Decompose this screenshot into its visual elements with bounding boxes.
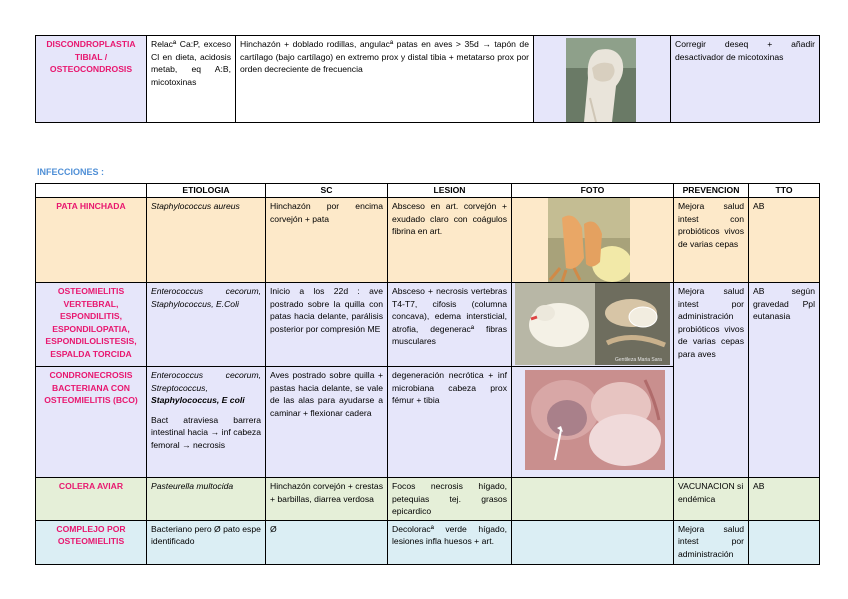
lesion-cell: Absceso + necrosis vertebras T4-T7, cifosis (columna concava), edema intersticial, atrofia, degeneracª fibras musculares: [388, 283, 512, 367]
disease-complejo: COMPLEJO POR OSTEOMIELITIS: [36, 520, 147, 564]
prevention-cell: Mejora salud intest con probióticos vivos de varias cepas: [674, 198, 749, 283]
sc-cell: Aves postrado sobre quilla + pastas hacia delante, se vale de las alas para ayudarse a caminar + flexionar cadera: [266, 367, 388, 478]
disease-colera-aviar: COLERA AVIAR: [36, 478, 147, 521]
infections-table: [35, 183, 820, 565]
bone-photo: [566, 38, 636, 122]
description-cell: Hinchazón + doblado rodillas, angulacª patas en aves > 35d → tapón de cartílago (bajo cartílago) en extremo prox y distal tibia + metatarso prox por orden decreciente de frecuencia: [236, 36, 534, 123]
photo-cell: [512, 520, 674, 564]
tto-cell: [749, 520, 820, 564]
tto-cell: AB: [749, 198, 820, 283]
col-sc: SC: [266, 184, 388, 198]
col-foto: FOTO: [512, 184, 674, 198]
etiology-cell: Relacª Ca:P, exceso Cl en dieta, acidosis metab, eq A:B, micotoxinas: [147, 36, 236, 123]
top-table: [35, 35, 820, 123]
sc-cell: Inicio a los 22d : ave postrado sobre la quilla con patas hacia delante, parálisis posterior por compresión ME: [266, 283, 388, 367]
etiology-cell: Pasteurella multocida: [147, 478, 266, 521]
etiology-cell: Staphylococcus aureus: [147, 198, 266, 283]
col-etiologia: ETIOLOGIA: [147, 184, 266, 198]
tto-cell: AB: [749, 478, 820, 521]
col-lesion: LESION: [388, 184, 512, 198]
tto-cell: AB según gravedad Ppl eutanasia: [749, 283, 820, 478]
etiology-cell: Bacteriano pero Ø pato espe identificado: [147, 520, 266, 564]
photo-watermark: Gentileza Maria Sara: [615, 357, 662, 363]
prevention-cell: Mejora salud intest por administración: [674, 520, 749, 564]
disease-pata-hinchada: PATA HINCHADA: [36, 198, 147, 283]
sc-cell: Ø: [266, 520, 388, 564]
chicken-feet-photo: [548, 198, 630, 282]
col-prevencion: PREVENCION: [674, 184, 749, 198]
disease-bco: CONDRONECROSIS BACTERIANA CON OSTEOMIELITIS (BCO): [36, 367, 147, 478]
table-row: [36, 283, 820, 367]
col-tto: TTO: [749, 184, 820, 198]
photo-cell: [512, 478, 674, 521]
prevention-cell: VACUNACION si endémica: [674, 478, 749, 521]
etiology-cell: Enterococcus cecorum, Streptococcus, Staphylococcus, E coli Bact atraviesa barrera intestinal hacia → inf cabeza femoral → necrosis: [147, 367, 266, 478]
disease-osteomielitis-vertebral: OSTEOMIELITIS VERTEBRAL, ESPONDILITIS, ESPONDILOPATIA, ESPONDILOLISTESIS, ESPALDA TORCIDA: [36, 283, 147, 367]
lesion-cell: Absceso en art. corvejón + exudado claro con coágulos fibrina en art.: [388, 198, 512, 283]
col-blank: [36, 184, 147, 198]
chicken-spine-photo: [515, 283, 670, 365]
lesion-cell: Focos necrosis hígado, petequias tej. grasos epicardico: [388, 478, 512, 521]
prevention-cell: Mejora salud intest por administración probióticos vivos de varias cepas para aves: [674, 283, 749, 478]
treatment-cell: Corregir deseq + añadir desactivador de micotoxinas: [671, 36, 820, 123]
table-row: [36, 478, 820, 521]
section-title: INFECCIONES :: [37, 167, 105, 177]
lesion-cell: Decoloracª verde hígado, lesiones infla huesos + art.: [388, 520, 512, 564]
etiology-cell: Enterococcus cecorum, Staphylococcus, E.Coli: [147, 283, 266, 367]
sc-cell: Hinchazón por encima corvejón + pata: [266, 198, 388, 283]
table-row: [36, 520, 820, 564]
table-row: [36, 198, 820, 283]
lesion-cell: degeneración necrótica + inf microbiana cabeza prox fémur + tibia: [388, 367, 512, 478]
sc-cell: Hinchazón corvejón + crestas + barbillas, diarrea verdosa: [266, 478, 388, 521]
femur-necrosis-photo: [525, 370, 665, 470]
disease-discondroplastia: DISCONDROPLASTIA TIBIAL / OSTEOCONDROSIS: [36, 36, 147, 123]
